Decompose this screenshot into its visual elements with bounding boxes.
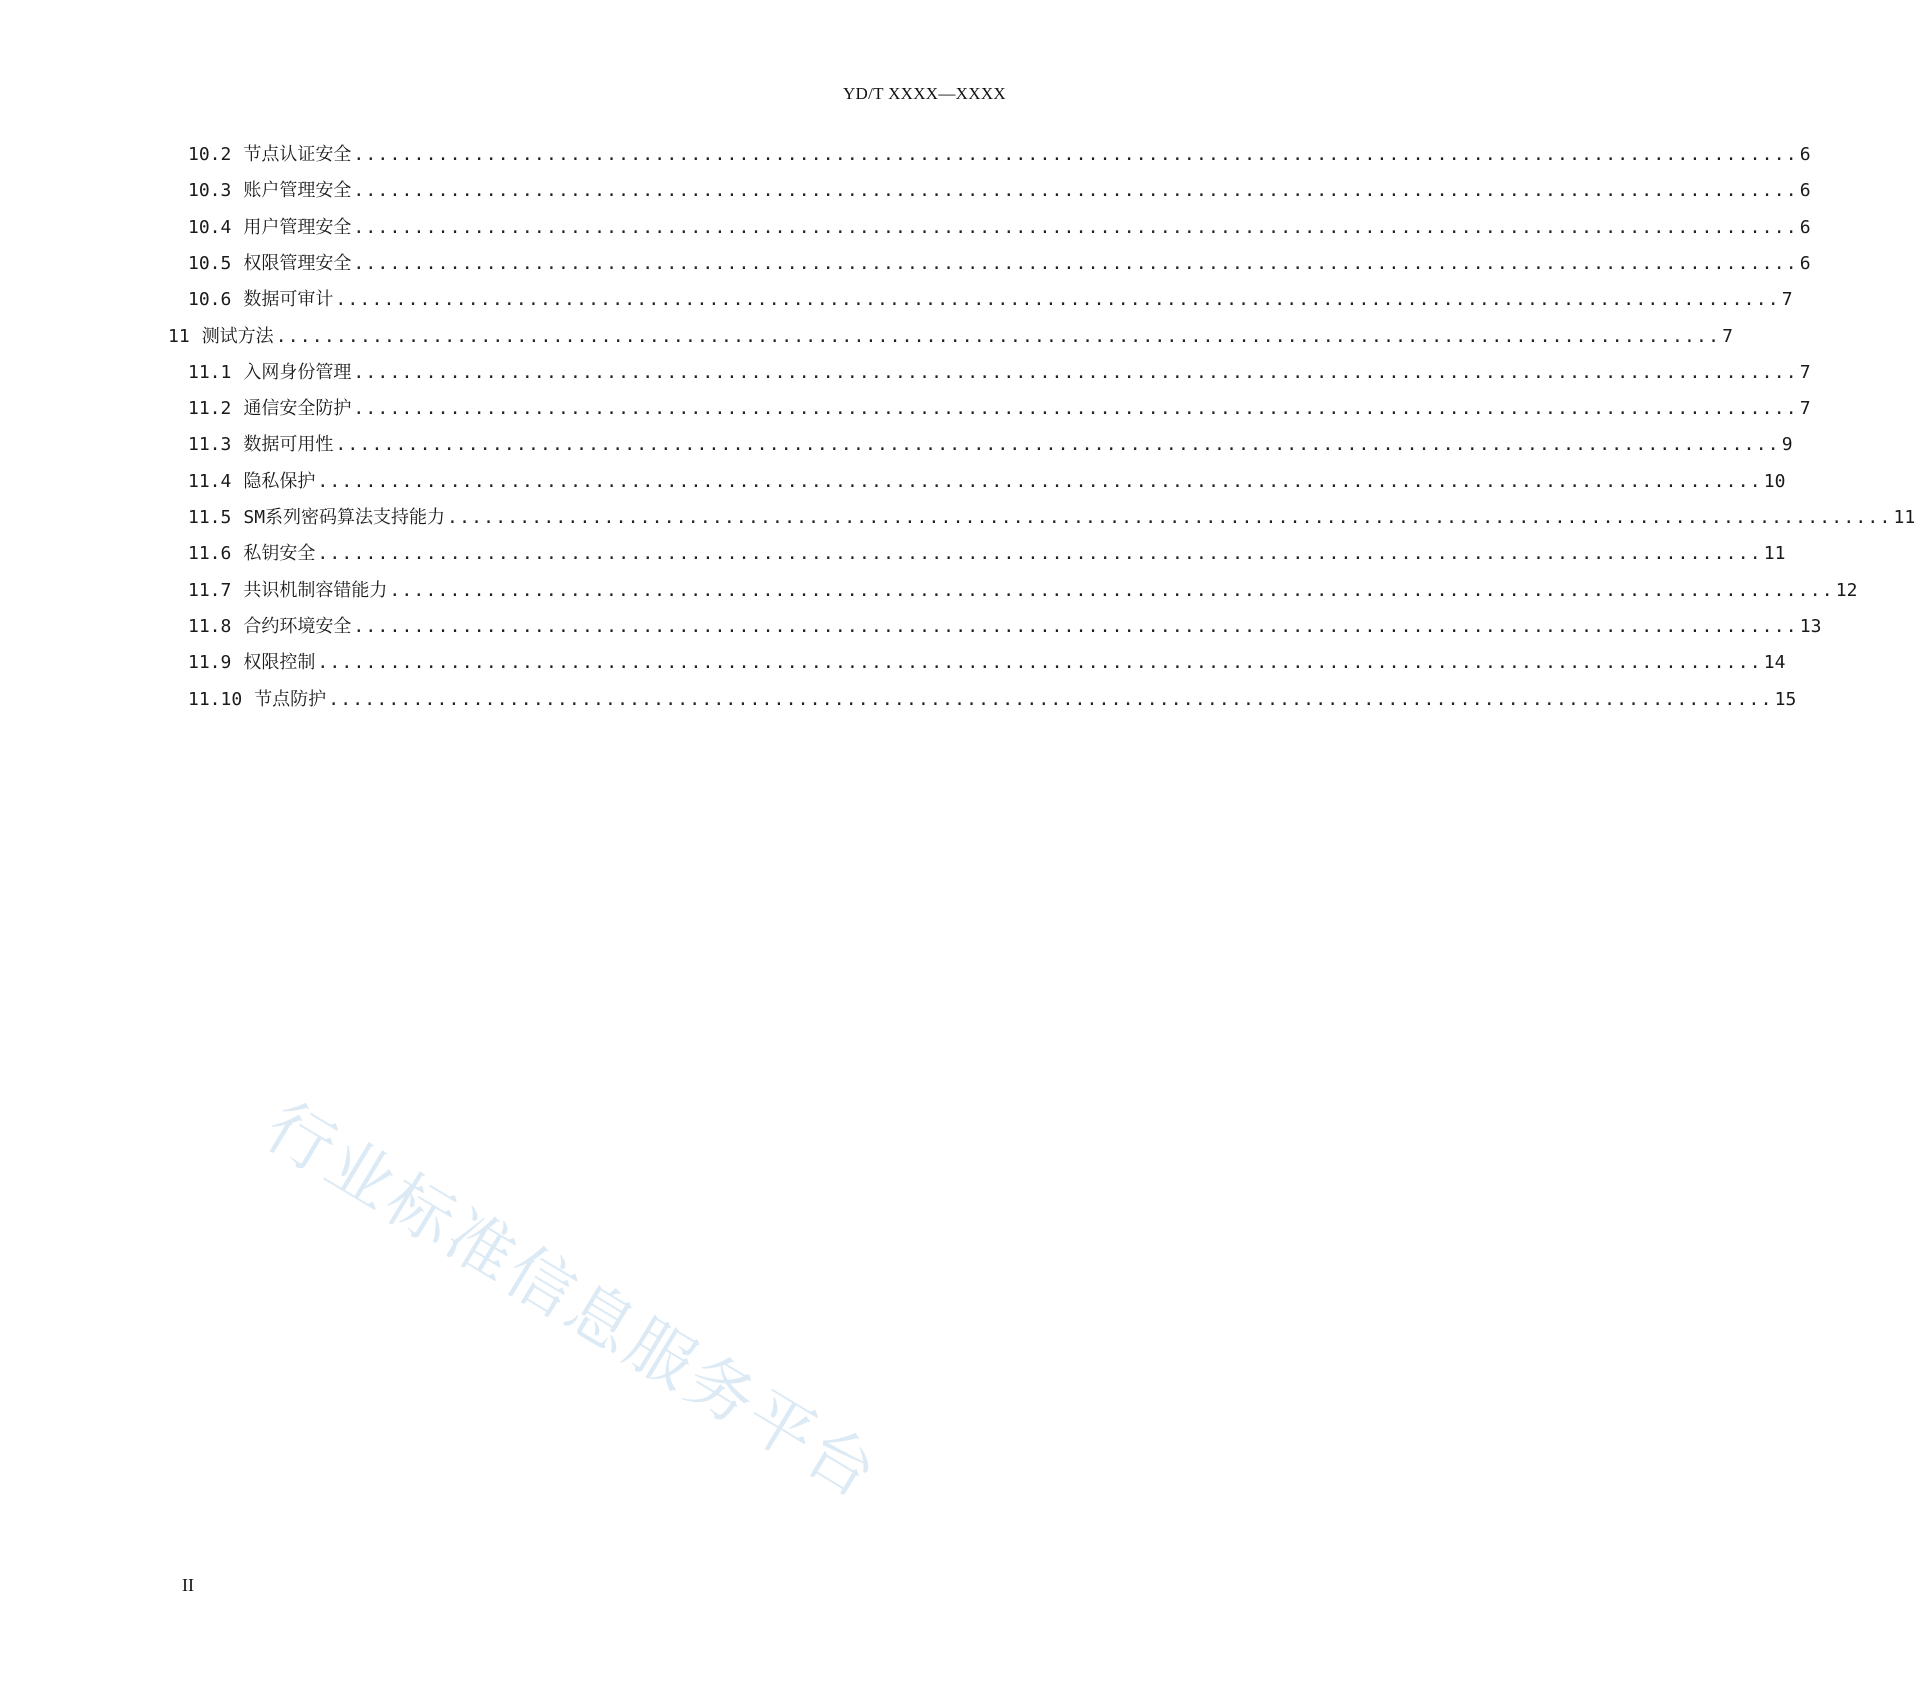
toc-entry-page: 7 (1781, 289, 1793, 311)
toc-entry-page: 6 (1799, 180, 1811, 202)
toc-entry-page: 15 (1774, 688, 1797, 710)
toc-entry[interactable] (188, 140, 1811, 170)
toc-entry-title: 数据可用性 (243, 434, 334, 456)
toc-entry-page: 11 (1763, 543, 1786, 565)
toc-entry-page: 9 (1781, 434, 1793, 456)
toc-leader-dots: ........................................................................................................................ (353, 361, 1798, 383)
toc-entry-number: 10.2 (188, 144, 232, 165)
toc-leader-dots: ........................................................................................................................ (335, 434, 1780, 456)
toc-entry-page: 6 (1799, 252, 1811, 274)
toc-entry[interactable] (188, 358, 1811, 388)
toc-leader-dots: ........................................................................................................................ (317, 652, 1762, 674)
toc-leader-dots: ........................................................................................................................ (275, 325, 1721, 347)
toc-leader-dots: ........................................................................................................................ (353, 398, 1798, 420)
toc-leader-dots: ........................................................................................................................ (353, 180, 1798, 202)
toc-entry-page: 14 (1763, 652, 1786, 674)
toc-entry[interactable] (188, 648, 1786, 678)
document-code: YD/T XXXX—XXXX (842, 84, 1006, 103)
toc-entry-number: 11.8 (188, 615, 232, 637)
toc-entry[interactable] (188, 685, 1797, 715)
toc-leader-dots: ........................................................................................................................ (328, 688, 1773, 710)
toc-entry[interactable] (188, 539, 1786, 569)
toc-entry-page: 6 (1799, 216, 1811, 238)
page-number: II (182, 1575, 194, 1595)
toc-entry-number: 11.9 (188, 652, 232, 674)
toc-entry-title: 隐私保护 (243, 470, 316, 492)
toc-entry-number: 10.6 (188, 289, 232, 311)
toc-entry-number: 11 (168, 325, 190, 347)
toc-entry-number: 11.7 (188, 579, 232, 601)
toc-entry-title: 账户管理安全 (243, 180, 352, 202)
toc-entry-title: 数据可审计 (243, 289, 334, 311)
toc-entry-title: 共识机制容错能力 (243, 579, 388, 601)
toc-entry-title: 节点认证安全 (243, 144, 352, 165)
toc-entry-page: 11 (1893, 507, 1915, 528)
toc-entry[interactable] (188, 394, 1811, 424)
toc-entry-title: 权限管理安全 (243, 252, 352, 274)
toc-leader-dots: ........................................................................................................................ (335, 289, 1780, 311)
toc-entry[interactable] (188, 467, 1786, 497)
toc-entry-number: 10.3 (188, 180, 232, 202)
toc-entry[interactable] (188, 249, 1811, 279)
toc-leader-dots: ........................................................................................................................ (353, 615, 1798, 637)
toc-entry-number: 11.5 (188, 507, 232, 528)
toc-entry-page: 10 (1763, 470, 1786, 492)
toc-entry-title: 入网身份管理 (243, 361, 352, 383)
toc-entry-page: 7 (1722, 325, 1733, 347)
toc-entry-title: 测试方法 (201, 325, 274, 347)
toc-leader-dots: ........................................................................................................................ (353, 144, 1798, 165)
toc-entry-number: 11.10 (188, 688, 243, 710)
toc-entry-number: 11.4 (188, 470, 232, 492)
toc-entry[interactable] (188, 503, 1915, 533)
toc-entry-title: 私钥安全 (243, 543, 316, 565)
toc-entry-title: SM系列密码算法支持能力 (243, 507, 446, 528)
toc-entry-number: 10.4 (188, 216, 232, 238)
toc-leader-dots: ........................................................................................................................ (353, 252, 1798, 274)
toc-entry-number: 11.1 (188, 361, 232, 383)
toc-entry-number: 11.3 (188, 434, 232, 456)
toc-entry[interactable] (188, 612, 1822, 642)
toc-entry-page: 7 (1799, 361, 1811, 383)
toc-leader-dots: ........................................................................................................................ (353, 216, 1798, 238)
toc-entry[interactable] (188, 213, 1811, 243)
toc-leader-dots: ........................................................................................................................ (447, 507, 1892, 528)
toc-entry[interactable] (168, 322, 1733, 352)
toc-leader-dots: ........................................................................................................................ (317, 543, 1762, 565)
toc-entry-title: 合约环境安全 (243, 615, 352, 637)
toc-entry-title: 用户管理安全 (243, 216, 352, 238)
toc-entry[interactable] (188, 576, 1858, 606)
toc-entry[interactable] (188, 285, 1793, 315)
toc-entry-title: 权限控制 (243, 652, 316, 674)
toc-entry-page: 12 (1835, 579, 1858, 601)
toc-entry-number: 11.2 (188, 398, 232, 420)
toc-entry-title: 节点防护 (254, 688, 327, 710)
toc-leader-dots: ........................................................................................................................ (389, 579, 1834, 601)
toc-entry-page: 6 (1799, 144, 1811, 165)
toc-entry-page: 7 (1799, 398, 1811, 420)
toc-entry-number: 11.6 (188, 543, 232, 565)
toc-entry[interactable] (188, 176, 1811, 206)
toc-entry-page: 13 (1799, 615, 1822, 637)
toc-entry-number: 10.5 (188, 252, 232, 274)
toc-entry[interactable] (188, 430, 1793, 460)
toc-entry-title: 通信安全防护 (243, 398, 352, 420)
toc-leader-dots: ........................................................................................................................ (317, 470, 1762, 492)
watermark: 行业标准信息服务平台 (252, 1087, 893, 1515)
